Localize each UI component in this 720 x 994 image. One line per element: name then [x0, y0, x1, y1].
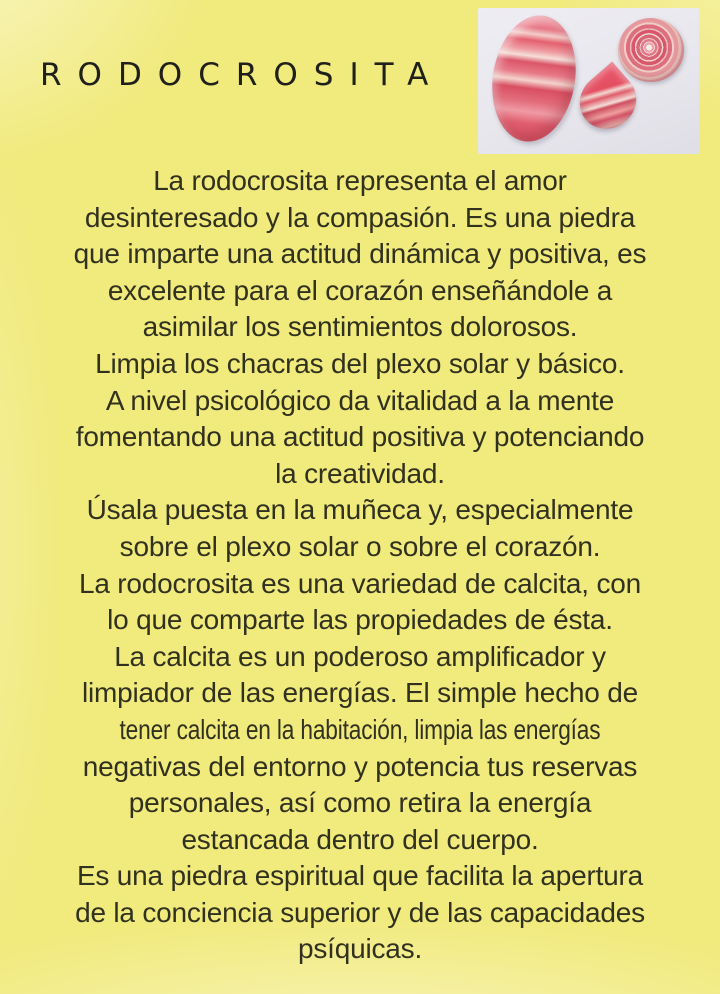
body-line: asimilar los sentimientos dolorosos.	[142, 311, 578, 343]
body-line: excelente para el corazón enseñándole a	[107, 274, 613, 306]
body-line: tener calcita en la habitación, limpia las energías	[119, 713, 601, 745]
body-line: psíquicas.	[297, 933, 423, 965]
body-line: Es una piedra espiritual que facilita la apertura	[76, 860, 644, 892]
body-text	[0, 163, 720, 968]
body-line: La calcita es un poderoso amplificador y	[114, 640, 606, 672]
page-title: RODOCROSITA	[40, 57, 445, 93]
oval-banded-stone	[484, 9, 585, 147]
body-line: de la conciencia superior y de las capacidades	[75, 896, 645, 928]
rhodochrosite-stones-photo	[478, 8, 699, 154]
body-line: Úsala puesta en la muñeca y, especialmente	[86, 494, 634, 526]
body-line: desinteresado y la compasión. Es una piedra	[84, 201, 636, 233]
body-line: lo que comparte las propiedades de ésta.	[107, 604, 613, 636]
body-line: que imparte una actitud dinámica y positiva, es	[73, 238, 647, 270]
body-line: La rodocrosita es una variedad de calcita, con	[78, 567, 642, 599]
round-concentric-stone	[618, 18, 684, 82]
body-line: Limpia los chacras del plexo solar y básico.	[95, 347, 625, 379]
body-line: negativas del entorno y potencia tus reservas	[82, 750, 638, 782]
body-line: estancada dentro del cuerpo.	[181, 823, 539, 855]
body-line: A nivel psicológico da vitalidad a la mente	[105, 384, 615, 416]
body-line: personales, así como retira la energía	[128, 787, 592, 819]
body-line: la creatividad.	[275, 457, 445, 489]
body-line: limpiador de las energías. El simple hecho de	[82, 677, 638, 709]
body-line: La rodocrosita representa el amor	[153, 165, 567, 196]
body-line: fomentando una actitud positiva y potenciando	[75, 421, 645, 453]
body-line: sobre el plexo solar o sobre el corazón.	[119, 530, 601, 562]
